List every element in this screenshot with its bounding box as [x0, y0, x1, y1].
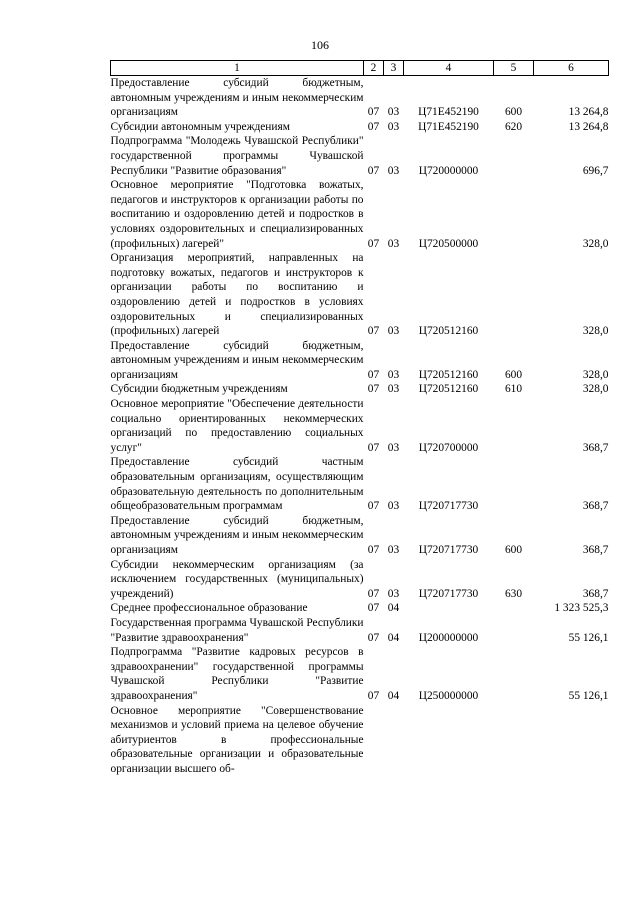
table-row — [111, 382, 609, 397]
row-expense-type — [494, 251, 534, 339]
row-subsection: 03 — [387, 164, 400, 177]
row-section: 07 — [367, 631, 380, 644]
row-subsection: 03 — [387, 237, 400, 250]
table-row — [111, 178, 609, 251]
row-amount: 55 126,1 — [568, 631, 609, 644]
row-name: Субсидии некоммерческим организациям (за исключением государственных (муниципальных) учреждений) — [110, 558, 364, 600]
row-expense-type: 600 — [504, 106, 523, 119]
row-expense-type: 620 — [504, 120, 523, 133]
row-target-article: Ц720717730 — [418, 544, 479, 556]
row-section: 07 — [367, 120, 380, 133]
row-expense-type — [494, 704, 534, 777]
row-subsection: 03 — [387, 441, 400, 454]
row-amount: 368,7 — [582, 544, 609, 556]
row-name: Среднее профессиональное образование — [110, 602, 308, 615]
row-name: Подпрограмма "Развитие кадровых ресурсов в здравоохранении" государственной программы Чувашской Республики "Развитие здравоохранения" — [110, 646, 364, 702]
column-header-4: 4 — [404, 61, 494, 76]
row-section: 07 — [367, 602, 380, 615]
row-target-article: Ц720717730 — [418, 587, 479, 600]
row-name: Государственная программа Чувашской Республики "Развитие здравоохранения" — [110, 616, 364, 644]
row-name: Предоставление субсидий бюджетным, автономным учреждениям и иным некоммерческим организациям — [110, 514, 364, 556]
table-row — [111, 397, 609, 455]
row-expense-type: 630 — [504, 587, 523, 600]
row-amount: 328,0 — [582, 383, 609, 396]
row-amount: 368,7 — [582, 441, 609, 454]
row-target-article: Ц720717730 — [418, 500, 479, 513]
table-row — [111, 514, 609, 558]
table-row — [111, 455, 609, 513]
row-target-article: Ц250000000 — [418, 689, 479, 702]
table-row — [111, 339, 609, 383]
row-amount: 1 323 525,3 — [554, 602, 609, 615]
row-name: Основное мероприятие "Обеспечение деятельности социально ориентированных некоммерческих организаций по предоставлению социальных услуг" — [110, 398, 364, 454]
header-row — [111, 61, 609, 76]
row-section: 07 — [367, 383, 380, 396]
column-header-6: 6 — [534, 61, 609, 76]
column-header-3: 3 — [384, 61, 404, 76]
column-header-1: 1 — [111, 61, 364, 76]
row-amount: 328,0 — [582, 368, 609, 381]
row-name: Основное мероприятие "Совершенствование механизмов и условий приема на целевое обучение абитуриентов в профессиональные образовательные организации и образовательные организации высшего об- — [110, 704, 364, 775]
row-expense-type — [494, 645, 534, 703]
row-subsection: 03 — [387, 325, 400, 338]
table-row — [111, 601, 609, 616]
row-amount: 13 264,8 — [568, 106, 609, 119]
table-header — [111, 61, 609, 76]
row-name: Предоставление субсидий бюджетным, автономным учреждениям и иным некоммерческим организациям — [110, 339, 364, 381]
row-target-article: Ц720512160 — [418, 383, 479, 396]
row-section: 07 — [367, 164, 380, 177]
column-header-5: 5 — [494, 61, 534, 76]
budget-table — [110, 60, 609, 777]
row-subsection: 04 — [387, 689, 400, 702]
row-name: Предоставление субсидий бюджетным, автономным учреждениям и иным некоммерческим организациям — [110, 77, 364, 119]
row-subsection: 03 — [387, 120, 400, 133]
row-section: 07 — [367, 441, 380, 454]
row-target-article: Ц200000000 — [418, 631, 479, 644]
row-section: 07 — [367, 106, 380, 119]
row-expense-type: 600 — [504, 544, 523, 556]
row-subsection: 03 — [387, 368, 400, 381]
row-amount: 13 264,8 — [568, 120, 609, 133]
table-row — [111, 134, 609, 178]
row-subsection: 03 — [387, 587, 400, 600]
row-expense-type — [494, 397, 534, 455]
row-name: Организация мероприятий, направленных на подготовку вожатых, педагогов и инструкторов к организации работы по воспитанию и оздоровлению детей и подростков в условиях оздоровительных и специализированных (профильных) лагерей — [110, 252, 364, 338]
row-expense-type — [494, 601, 534, 616]
row-amount: 328,0 — [582, 237, 609, 250]
row-section: 07 — [367, 237, 380, 250]
row-name: Субсидии бюджетным учреждениям — [110, 383, 288, 396]
row-target-article: Ц71Е452190 — [418, 120, 479, 133]
row-expense-type — [494, 616, 534, 645]
row-target-article: Ц720500000 — [418, 237, 479, 250]
row-target-article: Ц720700000 — [418, 441, 479, 454]
row-section: 07 — [367, 368, 380, 381]
row-name: Основное мероприятие "Подготовка вожатых, педагогов и инструкторов к организации работы по воспитанию и оздоровлению детей и подростков в условиях оздоровительных и специализированных (профильных) лагерей" — [110, 179, 364, 250]
row-expense-type — [494, 178, 534, 251]
row-amount: 696,7 — [582, 164, 609, 177]
row-expense-type — [494, 134, 534, 178]
row-section: 07 — [367, 325, 380, 338]
table-row — [111, 558, 609, 602]
row-target-article: Ц720512160 — [418, 368, 479, 381]
row-amount: 368,7 — [582, 500, 609, 513]
table-body — [111, 76, 609, 777]
table-row — [111, 76, 609, 120]
row-name: Подпрограмма "Молодежь Чувашской Республики" государственной программы Чувашской Республики "Развитие образования" — [110, 135, 364, 177]
row-subsection: 03 — [387, 544, 400, 556]
page-number: 106 — [311, 38, 329, 52]
row-section: 07 — [367, 544, 380, 556]
row-section: 07 — [367, 500, 380, 513]
row-amount: 328,0 — [582, 325, 609, 338]
row-name: Субсидии автономным учреждениям — [110, 120, 290, 133]
row-subsection: 03 — [387, 106, 400, 119]
row-section: 07 — [367, 587, 380, 600]
row-subsection: 03 — [387, 500, 400, 513]
row-subsection — [384, 704, 404, 777]
table-row — [111, 120, 609, 135]
row-subsection: 03 — [387, 383, 400, 396]
row-amount: 368,7 — [582, 587, 609, 600]
row-section — [364, 704, 384, 777]
table-row — [111, 616, 609, 645]
row-target-article: Ц71Е452190 — [418, 106, 479, 119]
row-target-article: Ц720512160 — [418, 325, 479, 338]
row-name: Предоставление субсидий частным образовательным организациям, осуществляющим образовательную деятельность по дополнительным общеобразовательным программам — [110, 456, 364, 513]
row-target-article: Ц720000000 — [418, 164, 479, 177]
row-target-article — [404, 704, 494, 777]
row-amount — [534, 704, 609, 777]
table-row — [111, 645, 609, 703]
row-expense-type: 610 — [504, 383, 523, 396]
row-target-article — [404, 601, 494, 616]
table-row — [111, 251, 609, 339]
column-header-2: 2 — [364, 61, 384, 76]
row-section: 07 — [367, 689, 380, 702]
row-subsection: 04 — [387, 602, 400, 615]
row-subsection: 04 — [387, 631, 400, 644]
table-row — [111, 704, 609, 777]
row-expense-type: 600 — [504, 368, 523, 381]
row-amount: 55 126,1 — [568, 689, 609, 702]
row-expense-type — [494, 455, 534, 513]
